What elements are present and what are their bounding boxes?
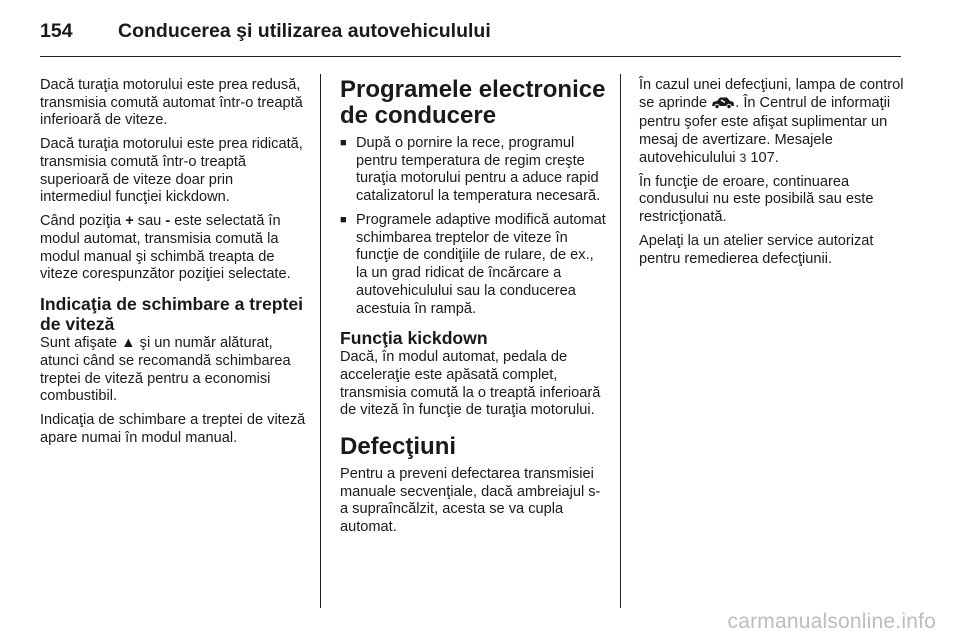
- car-wrench-icon: [711, 96, 735, 115]
- page-title: Conducerea şi utilizarea autovehiculului: [118, 20, 491, 42]
- paragraph: În funcţie de eroare, continuarea condusului nu este posibilă sau este restricţionată.: [639, 173, 874, 226]
- paragraph: Pentru a preveni defectarea transmisiei manuale secvenţiale, dacă ambreiajul s-a supraîncălzit, acesta se va cupla automat.: [340, 466, 601, 536]
- paragraph: Dacă turaţia motorului este prea ridicată, transmisia comută într-o treaptă superioară de viteze doar prin intermediul funcţiei kickdown.: [40, 136, 303, 206]
- paragraph: Apelaţi la un atelier service autorizat pentru remedierea defecţiunii.: [639, 233, 874, 267]
- program-list: [340, 135, 606, 318]
- list-item: ■ După o pornire la rece, programul pentru temperatura de regim creşte turaţia motorului pentru a aduce rapid catalizatorul la temperatura necesară.: [340, 135, 601, 205]
- square-bullet-icon: ■: [340, 214, 347, 226]
- paragraph: Dacă, în modul automat, pedala de acceleraţie este apăsată complet, transmisia comută la o treaptă inferioară de viteză în funcţie de turaţia motorului.: [340, 349, 601, 419]
- column-1: [40, 77, 308, 454]
- paragraph: Dacă turaţia motorului este prea redusă, transmisia comută automat într-o treaptă inferioară de viteze.: [40, 77, 303, 129]
- section-heading-programs: Programele electronice de conducere: [340, 76, 606, 129]
- paragraph: Când poziţia + sau - este selectată în modul automat, transmisia comută la modul manual şi schimbă treapta de viteze corespunzător poziţiei selectate.: [40, 213, 291, 283]
- column-divider-1: [320, 74, 321, 608]
- plus-symbol: +: [125, 213, 134, 230]
- paragraph: Sunt afişate ▲ şi un număr alăturat, atunci când se recomandă schimbarea treptei de viteză pentru a economisi combustibil.: [40, 335, 291, 405]
- page-ref-icon: 3: [739, 150, 747, 165]
- section-heading-faults: Defecţiuni: [340, 433, 457, 461]
- column-3: [639, 77, 905, 275]
- watermark: carmanualsonline.info: [727, 610, 936, 633]
- column-2: [340, 77, 606, 543]
- column-divider-2: [620, 74, 621, 608]
- up-triangle-icon: ▲: [121, 335, 136, 352]
- minus-symbol: -: [165, 213, 171, 230]
- page-header: [40, 14, 910, 50]
- section-heading-kickdown: Funcţia kickdown: [340, 328, 488, 349]
- page-number: 154: [40, 20, 73, 42]
- header-rule: [40, 56, 901, 57]
- square-bullet-icon: ■: [340, 137, 347, 149]
- paragraph: Indicaţia de schimbare a treptei de viteză apare numai în modul manual.: [40, 412, 306, 446]
- paragraph: În cazul unei defecţiuni, lampa de control se aprinde . În Centrul de informaţii pentru şofer este afişat suplimentar un mesaj de avertizare. Mesajele autovehiculului 3 107.: [639, 77, 904, 166]
- section-heading-shift-indication: Indicaţia de schimbare a treptei de viteză: [40, 294, 304, 335]
- list-item: ■ Programele adaptive modifică automat schimbarea treptelor de viteze în funcţie de condiţiile de rulare, de ex., la un grad ridicat de încărcare a autovehiculului sau la conducerea acestuia în rampă.: [340, 212, 606, 317]
